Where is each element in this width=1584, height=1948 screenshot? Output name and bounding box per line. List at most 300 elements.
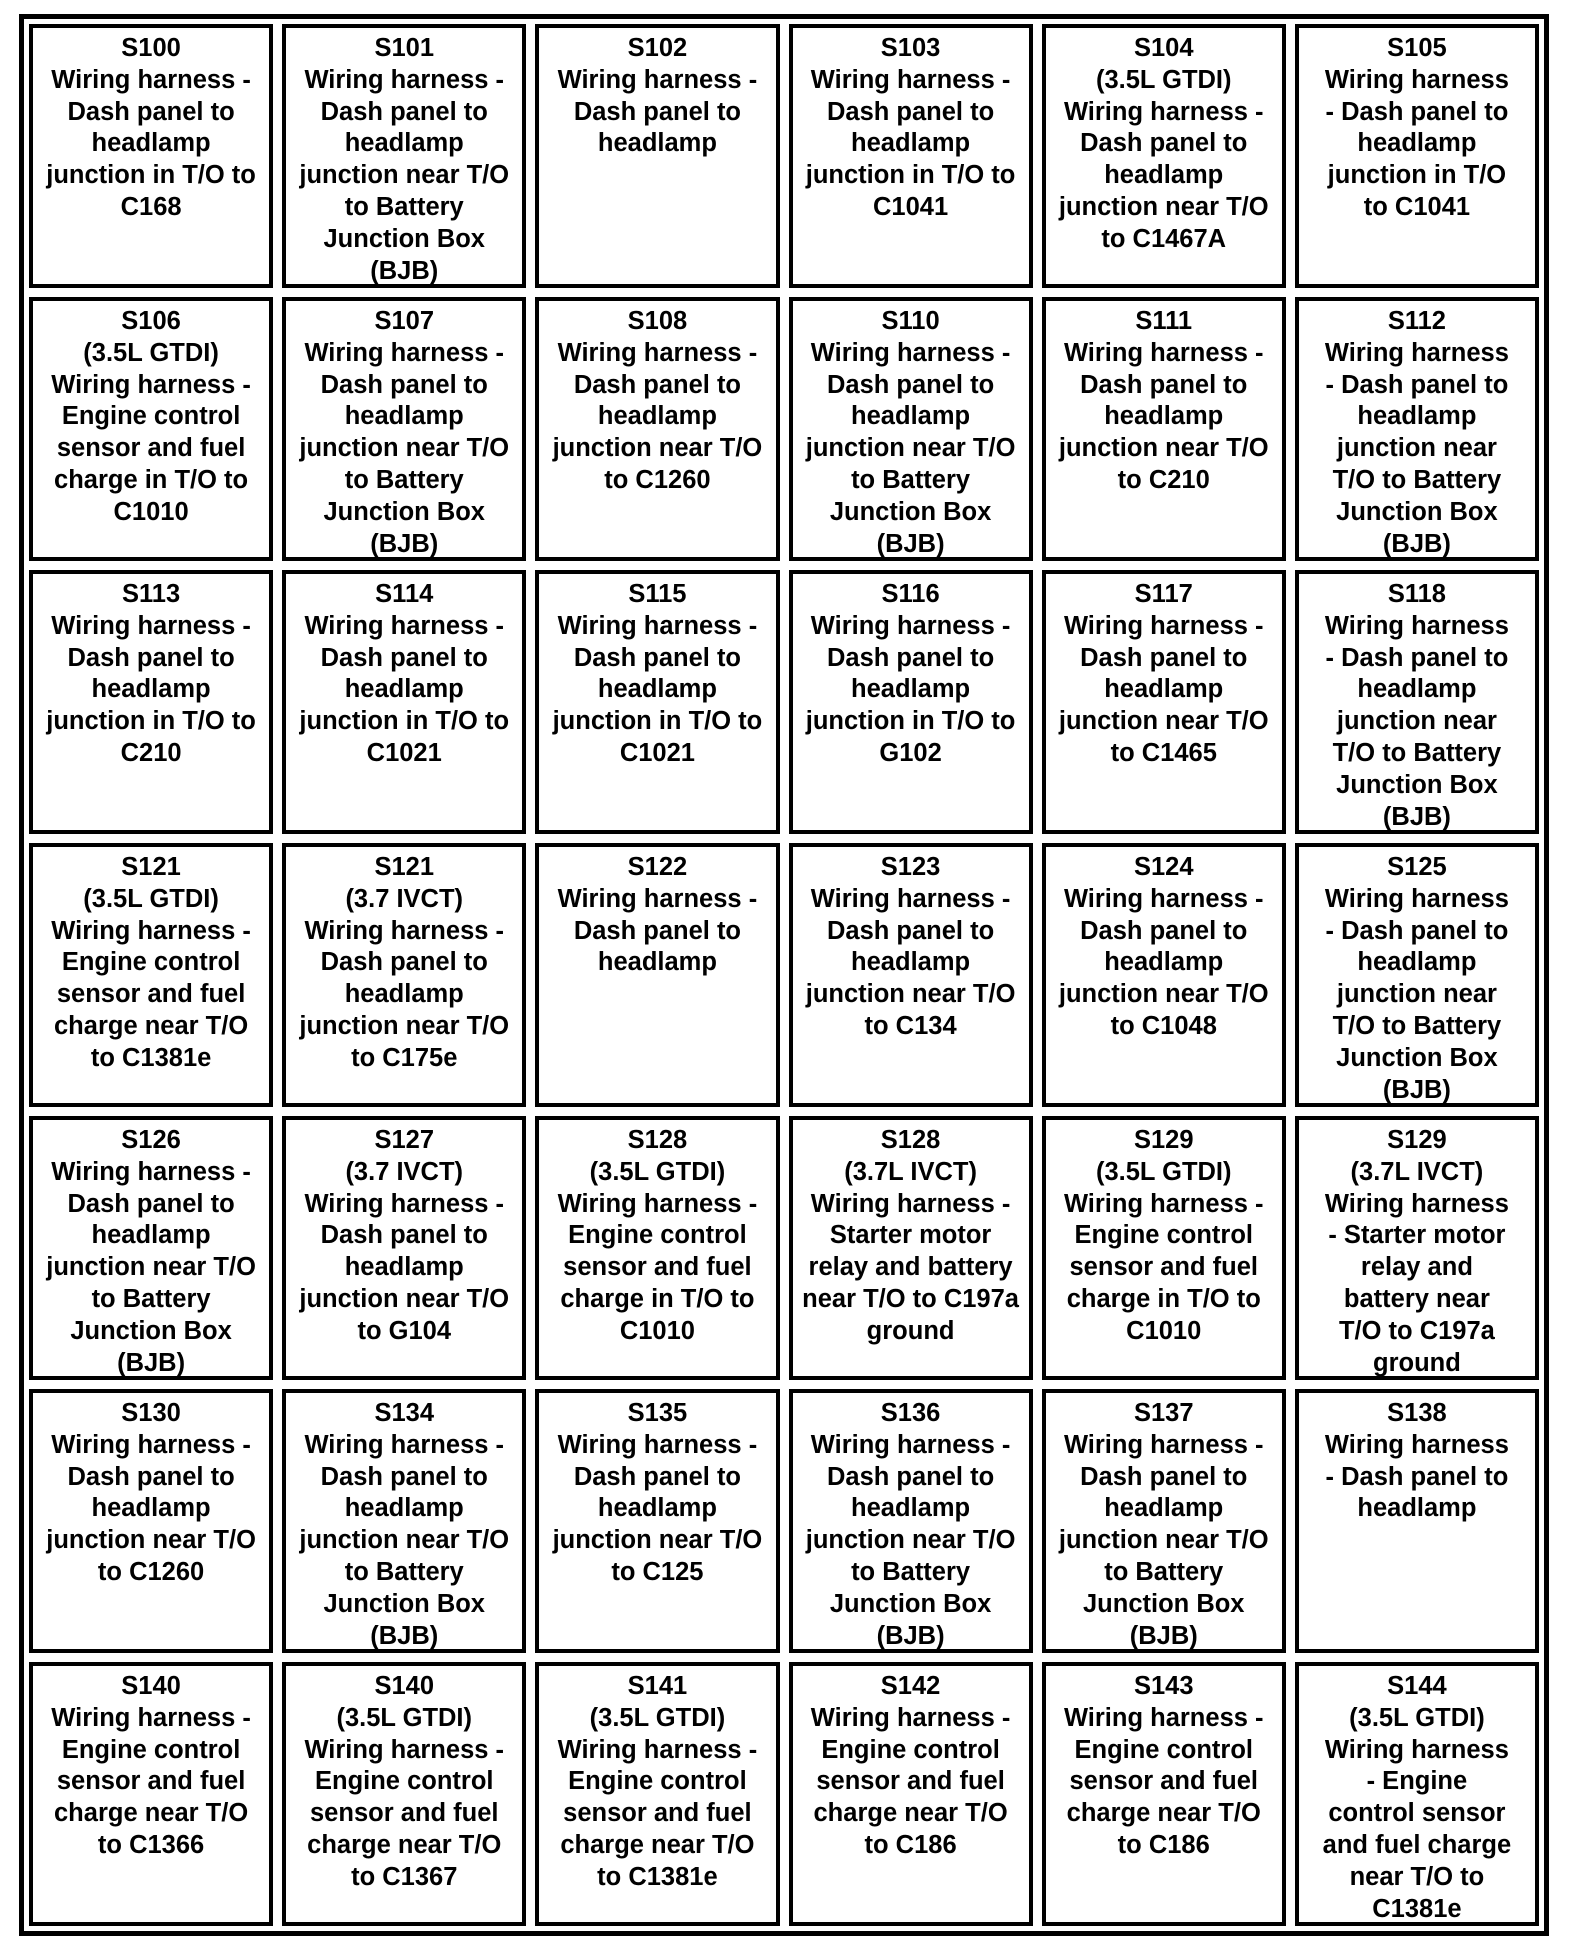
splice-description-line: Wiring harness (1324, 884, 1509, 913)
splice-description-line: C1381e (1372, 1894, 1462, 1923)
splice-description-line: to C1260 (604, 465, 711, 494)
splice-cell (282, 1116, 526, 1380)
splice-description-line: Engine control (61, 402, 241, 431)
splice-description-line: Dash panel to (67, 643, 235, 672)
splice-description-line: headlamp (851, 948, 971, 977)
splice-description-line: junction in T/O to (46, 707, 256, 736)
splice-description-line: (3.7 IVCT) (345, 1157, 464, 1186)
splice-cell (535, 297, 779, 561)
splice-cell (282, 843, 526, 1107)
splice-id: S129 (1133, 1126, 1194, 1154)
splice-description-line: junction in T/O (1327, 161, 1507, 190)
splice-description-line: Wiring harness - (304, 1430, 505, 1459)
splice-description-line: headlamp (91, 1494, 211, 1523)
splice-description-line: Dash panel to (67, 1189, 235, 1218)
splice-id: S123 (880, 853, 941, 881)
splice-description-line: Wiring harness - (810, 65, 1011, 94)
splice-description-line: Junction Box (323, 224, 485, 253)
splice-cell (789, 570, 1033, 834)
splice-description-line: sensor and fuel (1069, 1767, 1258, 1796)
splice-id: S111 (1135, 307, 1193, 335)
splice-description-line: sensor and fuel (563, 1799, 752, 1828)
splice-id: S113 (122, 580, 181, 608)
splice-description-line: sensor and fuel (56, 1767, 246, 1796)
splice-description-line: junction near (1336, 707, 1497, 736)
splice-description-line: Wiring harness - (304, 1189, 505, 1218)
splice-description-line: - Engine (1366, 1767, 1468, 1796)
splice-description-line: to Battery (344, 192, 464, 221)
splice-description-line: to C125 (611, 1557, 704, 1586)
splice-description-line: sensor and fuel (310, 1799, 499, 1828)
splice-id: S124 (1133, 853, 1194, 881)
splice-description-line: Wiring harness - (810, 1430, 1011, 1459)
splice-description-line: - Dash panel to (1325, 1462, 1509, 1491)
splice-description-line: junction near T/O (805, 434, 1016, 463)
splice-description-line: (3.5L GTDI) (83, 884, 219, 913)
splice-description-line: junction in T/O to (552, 707, 763, 736)
splice-description-line: Wiring harness - (304, 916, 505, 945)
splice-cell (282, 1389, 526, 1653)
splice-description-line: junction near T/O (552, 434, 763, 463)
splice-description-line: Wiring harness - (810, 1703, 1011, 1732)
splice-cell (535, 24, 779, 288)
splice-description-line: junction near T/O (299, 1284, 510, 1313)
splice-id: S104 (1133, 34, 1194, 62)
splice-id: S106 (121, 307, 181, 335)
splice-description-line: Wiring harness - (1063, 884, 1264, 913)
splice-description-line: (BJB) (1382, 529, 1451, 558)
splice-id: S134 (374, 1399, 435, 1427)
splice-description-line: Wiring harness - (51, 1157, 251, 1186)
splice-id: S122 (627, 853, 688, 881)
splice-description-line: sensor and fuel (563, 1253, 752, 1282)
splice-description-line: (3.5L GTDI) (1095, 1157, 1232, 1186)
splice-cell (789, 1389, 1033, 1653)
splice-description-line: G102 (879, 738, 942, 767)
splice-cell (1042, 843, 1286, 1107)
splice-description-line: (3.7L IVCT) (1350, 1157, 1484, 1186)
splice-description-line: C1010 (619, 1316, 695, 1345)
splice-description-line: junction near T/O (299, 161, 510, 190)
splice-description-line: (BJB) (370, 1621, 439, 1650)
splice-cell (282, 1662, 526, 1926)
splice-description-line: Dash panel to (1080, 1462, 1248, 1491)
splice-id: S108 (627, 307, 688, 335)
splice-description-line: to C134 (864, 1011, 957, 1040)
splice-description-line: sensor and fuel (56, 434, 246, 463)
splice-description-line: Wiring harness - (557, 338, 758, 367)
splice-description-line: Wiring harness - (304, 611, 505, 640)
splice-description-line: headlamp (1104, 675, 1224, 704)
splice-description-line: Junction Box (1336, 497, 1498, 526)
splice-description-line: headlamp (1104, 948, 1224, 977)
splice-id: S101 (374, 34, 435, 62)
splice-description-line: to C1260 (97, 1557, 205, 1586)
splice-table (19, 14, 1549, 1936)
splice-description-line: battery near (1343, 1284, 1490, 1313)
splice-cell (1295, 843, 1539, 1107)
splice-description-line: headlamp (851, 1494, 971, 1523)
splice-description-line: Dash panel to (826, 370, 995, 399)
splice-description-line: Wiring harness (1324, 1430, 1509, 1459)
splice-cell (282, 24, 526, 288)
splice-description-line: Wiring harness - (51, 916, 251, 945)
splice-description-line: headlamp (344, 129, 464, 158)
splice-description-line: Dash panel to (320, 97, 488, 126)
splice-description-line: Wiring harness - (557, 611, 758, 640)
splice-description-line: headlamp (344, 980, 464, 1009)
splice-description-line: Engine control (821, 1735, 1000, 1764)
splice-description-line: Dash panel to (826, 97, 995, 126)
splice-description-line: Wiring harness - (810, 1189, 1011, 1218)
splice-description-line: (BJB) (370, 529, 439, 558)
splice-description-line: to C1367 (351, 1862, 458, 1891)
splice-id: S129 (1387, 1126, 1447, 1154)
splice-description-line: T/O to Battery (1332, 738, 1502, 767)
splice-id: S128 (880, 1126, 941, 1154)
splice-cell (1295, 1116, 1539, 1380)
splice-cell (282, 297, 526, 561)
splice-description-line: - Starter motor (1328, 1221, 1506, 1250)
splice-description-line: Wiring harness (1324, 65, 1509, 94)
splice-description-line: Wiring harness - (1063, 338, 1264, 367)
splice-description-line: C1041 (873, 192, 949, 221)
splice-id: S143 (1133, 1672, 1194, 1700)
splice-description-line: near T/O to (1349, 1862, 1485, 1891)
splice-id: S114 (375, 580, 434, 608)
splice-description-line: Wiring harness - (51, 611, 251, 640)
splice-description-line: Wiring harness - (557, 884, 758, 913)
splice-description-line: Junction Box (70, 1316, 232, 1345)
splice-description-line: (3.5L GTDI) (589, 1157, 726, 1186)
splice-description-line: Engine control (61, 948, 241, 977)
splice-description-line: (BJB) (876, 529, 945, 558)
splice-id: S126 (121, 1126, 181, 1154)
splice-id: S140 (374, 1672, 435, 1700)
splice-cell (535, 1116, 779, 1380)
splice-description-line: (3.7 IVCT) (345, 884, 464, 913)
splice-description-line: charge near T/O (813, 1799, 1008, 1828)
splice-description-line: (3.5L GTDI) (1349, 1703, 1485, 1732)
splice-description-line: Dash panel to (573, 97, 742, 126)
splice-description-line: junction near T/O (1058, 980, 1269, 1009)
splice-id: S112 (1387, 307, 1446, 335)
splice-description-line: headlamp (91, 675, 211, 704)
splice-description-line: Dash panel to (320, 948, 488, 977)
splice-description-line: charge near T/O (307, 1830, 502, 1859)
splice-description-line: Wiring harness (1324, 611, 1509, 640)
splice-id: S130 (121, 1399, 181, 1427)
splice-description-line: Wiring harness - (51, 1703, 251, 1732)
splice-description-line: and fuel charge (1322, 1830, 1512, 1859)
splice-id: S117 (1134, 580, 1193, 608)
splice-description-line: charge near T/O (1066, 1799, 1261, 1828)
splice-id: S121 (121, 853, 181, 881)
splice-description-line: headlamp (1104, 161, 1224, 190)
splice-cell (535, 843, 779, 1107)
splice-description-line: Dash panel to (573, 916, 742, 945)
splice-description-line: Dash panel to (1080, 916, 1248, 945)
splice-description-line: (BJB) (370, 256, 439, 285)
splice-cell (29, 843, 273, 1107)
splice-description-line: to Battery (1104, 1557, 1224, 1586)
splice-description-line: Dash panel to (67, 1462, 235, 1491)
splice-description-line: C1010 (1126, 1316, 1202, 1345)
splice-description-line: headlamp (91, 129, 211, 158)
splice-id: S127 (374, 1126, 435, 1154)
splice-description-line: C1021 (366, 738, 442, 767)
splice-description-line: junction near T/O (1058, 1526, 1269, 1555)
splice-id: S144 (1387, 1672, 1447, 1700)
splice-cell (535, 1389, 779, 1653)
splice-description-line: Wiring harness - (1063, 1703, 1264, 1732)
splice-description-line: junction near T/O (805, 1526, 1016, 1555)
splice-description-line: Wiring harness - (304, 1735, 505, 1764)
splice-description-line: C168 (120, 192, 182, 221)
splice-description-line: T/O to C197a (1338, 1316, 1495, 1345)
splice-description-line: charge in T/O to (1066, 1284, 1261, 1313)
splice-description-line: headlamp (851, 402, 971, 431)
splice-id: S116 (881, 580, 940, 608)
splice-description-line: headlamp (1104, 1494, 1224, 1523)
splice-description-line: Engine control (568, 1221, 747, 1250)
splice-cell (1295, 297, 1539, 561)
splice-description-line: Wiring harness - (51, 1430, 251, 1459)
splice-id: S125 (1387, 853, 1447, 881)
splice-description-line: headlamp (597, 948, 717, 977)
splice-description-line: Dash panel to (826, 1462, 995, 1491)
splice-description-line: Junction Box (1336, 770, 1498, 799)
splice-description-line: (3.5L GTDI) (83, 338, 219, 367)
splice-description-line: headlamp (597, 402, 717, 431)
splice-description-line: charge in T/O to (560, 1284, 755, 1313)
splice-cell (1042, 297, 1286, 561)
splice-description-line: junction in T/O to (299, 707, 510, 736)
splice-description-line: to C1381e (597, 1862, 718, 1891)
splice-description-line: Dash panel to (1080, 370, 1248, 399)
splice-id: S103 (880, 34, 941, 62)
splice-description-line: headlamp (1357, 675, 1477, 704)
splice-description-line: Wiring harness (1324, 338, 1509, 367)
splice-description-line: headlamp (344, 675, 464, 704)
splice-id: S141 (627, 1672, 688, 1700)
splice-description-line: Dash panel to (573, 1462, 742, 1491)
splice-description-line: T/O to Battery (1332, 1011, 1502, 1040)
splice-cell (29, 570, 273, 834)
splice-id: S100 (121, 34, 181, 62)
splice-description-line: to C210 (1117, 465, 1210, 494)
splice-description-line: junction near T/O (46, 1526, 256, 1555)
splice-description-line: headlamp (597, 675, 717, 704)
splice-description-line: junction near T/O (1058, 192, 1269, 221)
splice-cell (29, 24, 273, 288)
splice-cell (789, 24, 1033, 288)
splice-description-line: C1021 (619, 738, 695, 767)
splice-description-line: Wiring harness - (557, 1735, 758, 1764)
splice-description-line: - Dash panel to (1325, 97, 1509, 126)
splice-description-line: to Battery (851, 1557, 971, 1586)
splice-cell (29, 1116, 273, 1380)
splice-description-line: near T/O to C197a (802, 1284, 1019, 1313)
splice-description-line: relay and battery (808, 1253, 1013, 1282)
splice-cell (29, 1389, 273, 1653)
splice-description-line: headlamp (1357, 402, 1477, 431)
splice-id: S105 (1387, 34, 1447, 62)
splice-id: S140 (121, 1672, 181, 1700)
splice-description-line: relay and (1360, 1253, 1473, 1282)
splice-description-line: ground (866, 1316, 955, 1345)
splice-description-line: ground (1373, 1348, 1461, 1377)
splice-description-line: headlamp (344, 1494, 464, 1523)
splice-id: S137 (1133, 1399, 1194, 1427)
splice-id: S118 (1387, 580, 1446, 608)
splice-description-line: headlamp (344, 402, 464, 431)
splice-id: S128 (627, 1126, 688, 1154)
splice-description-line: charge in T/O to (54, 465, 249, 494)
splice-id: S138 (1387, 1399, 1447, 1427)
splice-description-line: Wiring harness - (557, 1430, 758, 1459)
splice-description-line: (3.5L GTDI) (1095, 65, 1232, 94)
splice-description-line: to Battery (344, 465, 464, 494)
splice-description-line: Wiring harness - (304, 65, 505, 94)
splice-description-line: headlamp (851, 129, 971, 158)
splice-description-line: Dash panel to (826, 643, 995, 672)
splice-description-line: junction near T/O (1058, 707, 1269, 736)
splice-id: S121 (374, 853, 435, 881)
splice-description-line: - Dash panel to (1325, 370, 1509, 399)
splice-description-line: Junction Box (829, 1589, 992, 1618)
splice-description-line: Junction Box (323, 1589, 485, 1618)
splice-description-line: to C175e (351, 1043, 458, 1072)
splice-description-line: T/O to Battery (1332, 465, 1502, 494)
splice-grid (29, 24, 1539, 1926)
splice-cell (789, 843, 1033, 1107)
splice-description-line: charge near T/O (560, 1830, 755, 1859)
splice-description-line: Engine control (568, 1767, 747, 1796)
splice-description-line: headlamp (344, 1253, 464, 1282)
splice-description-line: Wiring harness - (810, 338, 1011, 367)
splice-description-line: junction near T/O (299, 434, 510, 463)
splice-description-line: Wiring harness - (557, 65, 758, 94)
splice-description-line: (BJB) (1382, 802, 1451, 831)
splice-description-line: junction near T/O (46, 1253, 256, 1282)
splice-description-line: junction near T/O (299, 1011, 510, 1040)
splice-description-line: sensor and fuel (1069, 1253, 1258, 1282)
splice-description-line: to C1467A (1101, 224, 1227, 253)
splice-description-line: Starter motor (829, 1221, 992, 1250)
splice-description-line: Engine control (61, 1735, 241, 1764)
splice-description-line: Wiring harness - (304, 338, 505, 367)
splice-description-line: to C1465 (1110, 738, 1217, 767)
splice-cell (1295, 1389, 1539, 1653)
splice-cell (1042, 570, 1286, 834)
splice-description-line: - Dash panel to (1325, 643, 1509, 672)
splice-id: S115 (628, 580, 687, 608)
splice-description-line: control sensor (1328, 1799, 1506, 1828)
splice-description-line: to C1048 (1110, 1011, 1217, 1040)
splice-description-line: Dash panel to (1080, 129, 1248, 158)
splice-description-line: Dash panel to (320, 1221, 488, 1250)
splice-description-line: to C186 (1117, 1830, 1210, 1859)
splice-description-line: to C1366 (97, 1830, 205, 1859)
splice-description-line: Wiring harness - (1063, 611, 1264, 640)
splice-description-line: sensor and fuel (56, 980, 246, 1009)
splice-cell (1042, 1662, 1286, 1926)
splice-description-line: junction near (1336, 434, 1497, 463)
splice-cell (535, 570, 779, 834)
splice-description-line: Junction Box (829, 497, 992, 526)
splice-description-line: Junction Box (1082, 1589, 1245, 1618)
splice-description-line: Dash panel to (1080, 643, 1248, 672)
splice-id: S102 (627, 34, 688, 62)
splice-description-line: to C186 (864, 1830, 957, 1859)
splice-cell (1042, 24, 1286, 288)
splice-description-line: Junction Box (323, 497, 485, 526)
splice-id: S110 (881, 307, 940, 335)
splice-description-line: Dash panel to (320, 370, 488, 399)
splice-description-line: Dash panel to (826, 916, 995, 945)
splice-description-line: Wiring harness (1324, 1735, 1509, 1764)
splice-id: S107 (374, 307, 435, 335)
splice-cell (1295, 1662, 1539, 1926)
splice-description-line: junction near T/O (552, 1526, 763, 1555)
splice-id: S136 (880, 1399, 941, 1427)
splice-cell (1295, 570, 1539, 834)
splice-description-line: (3.5L GTDI) (589, 1703, 726, 1732)
splice-description-line: junction in T/O to (805, 161, 1016, 190)
splice-cell (1295, 24, 1539, 288)
splice-description-line: junction near T/O (1058, 434, 1269, 463)
splice-cell (29, 1662, 273, 1926)
splice-description-line: to Battery (851, 465, 971, 494)
splice-id: S142 (880, 1672, 941, 1700)
splice-description-line: to Battery (91, 1284, 211, 1313)
splice-description-line: - Dash panel to (1325, 916, 1509, 945)
splice-description-line: Wiring harness - (51, 370, 251, 399)
splice-description-line: headlamp (1104, 402, 1224, 431)
splice-description-line: Engine control (1074, 1735, 1253, 1764)
splice-description-line: (BJB) (117, 1348, 186, 1377)
splice-description-line: Wiring harness - (810, 611, 1011, 640)
splice-description-line: Wiring harness - (1063, 1189, 1264, 1218)
splice-description-line: to C1041 (1363, 192, 1471, 221)
splice-description-line: (BJB) (1382, 1075, 1451, 1104)
splice-description-line: Wiring harness - (51, 65, 251, 94)
splice-description-line: headlamp (1357, 948, 1477, 977)
splice-description-line: charge near T/O (54, 1011, 249, 1040)
splice-description-line: headlamp (1357, 1494, 1477, 1523)
splice-description-line: headlamp (91, 1221, 211, 1250)
splice-description-line: Dash panel to (320, 643, 488, 672)
splice-id: S135 (627, 1399, 688, 1427)
splice-cell (1042, 1389, 1286, 1653)
splice-description-line: Wiring harness - (1063, 1430, 1264, 1459)
splice-description-line: junction near T/O (299, 1526, 510, 1555)
splice-description-line: Dash panel to (320, 1462, 488, 1491)
splice-description-line: sensor and fuel (816, 1767, 1005, 1796)
splice-description-line: junction in T/O to (805, 707, 1016, 736)
splice-description-line: headlamp (597, 129, 717, 158)
splice-description-line: junction in T/O to (46, 161, 256, 190)
splice-description-line: C210 (120, 738, 182, 767)
splice-cell (1042, 1116, 1286, 1380)
splice-cell (29, 297, 273, 561)
splice-description-line: junction near (1336, 980, 1497, 1009)
splice-description-line: Wiring harness - (557, 1189, 758, 1218)
splice-description-line: Dash panel to (67, 97, 235, 126)
splice-description-line: Wiring harness (1324, 1189, 1509, 1218)
splice-description-line: Wiring harness - (810, 884, 1011, 913)
